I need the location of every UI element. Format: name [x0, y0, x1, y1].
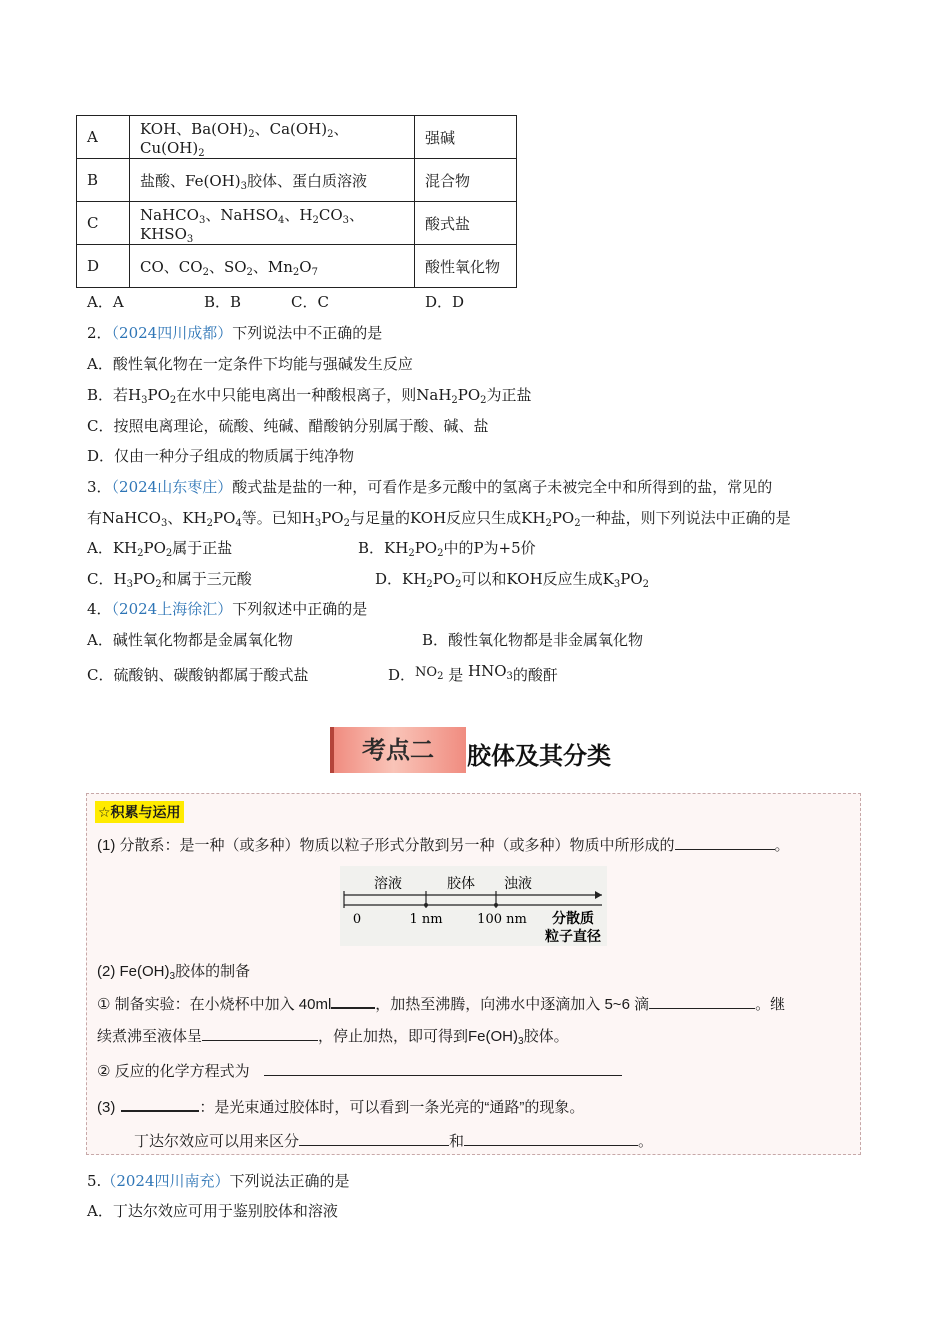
box-paragraph-2-title: (2) $Fe(OH)_3$胶体的制备: [97, 963, 251, 982]
row-label: D: [77, 245, 130, 288]
box-paragraph-2-line3: ② 反应的化学方程式为: [97, 1060, 622, 1081]
question-stem: 下列说法正确的是: [229, 1172, 350, 1190]
blank-distinguish-1[interactable]: [299, 1131, 449, 1146]
q2-option-c: C．按照电离理论，硫酸、纯碱、醋酸钠分别属于酸、碱、盐: [87, 417, 489, 435]
blank-equation[interactable]: [264, 1061, 622, 1076]
question-number: 5.: [87, 1172, 102, 1190]
q2-option-b: B．若$H_3PO_2$在水中只能电离出一种酸根离子，则$NaH_2PO_2$为正盐: [87, 386, 532, 406]
blank-tyndall[interactable]: [121, 1096, 199, 1112]
row-substances: CO、$CO_2$、$SO_2$、$Mn_2O_7$: [130, 245, 415, 288]
question-source: （2024上海徐汇）: [111, 600, 233, 618]
answer-d: D．D: [425, 293, 465, 311]
question-2: [87, 322, 382, 343]
section-title: 胶体及其分类: [467, 742, 611, 770]
axis-label-2: 粒子直径: [545, 929, 601, 945]
blank-reagent[interactable]: [649, 994, 755, 1009]
q3-option-d: D．$KH_2PO_2$可以和KOH反应生成$K_3PO_2$: [375, 570, 649, 590]
tick-0: 0: [352, 912, 362, 927]
question-source: （2024四川成都）: [111, 324, 233, 342]
q4-option-d: D．$NO_2$ 是 $HNO_3$的酸酐: [388, 662, 558, 684]
row-substances: NaHCO$_3$、NaHSO$_4$、$H_2CO_3$、$KHSO_3$: [130, 202, 415, 245]
row-substances: 盐酸、$Fe(OH)_3$胶体、蛋白质溶液: [130, 159, 415, 202]
question-4: [87, 598, 367, 619]
q2-option-a: A．酸性氧化物在一定条件下均能与强碱发生反应: [87, 355, 413, 373]
row-label: C: [77, 202, 130, 245]
row-class: 混合物: [415, 159, 517, 202]
q2-option-d: D．仅由一种分子组成的物质属于纯净物: [87, 447, 355, 465]
box-paragraph-3: (3) ：是光束通过胶体时，可以看到一条光亮的“通路”的现象。: [97, 1096, 584, 1117]
options-table: [76, 115, 517, 288]
section-number: 考点二: [362, 736, 434, 764]
question-stem: 下列说法中不正确的是: [232, 324, 383, 342]
box-paragraph-2-line1: ① 制备实验：在小烧杯中加入 40ml ，加热至沸腾，向沸水中逐滴加入 5~6 滴 。继: [97, 993, 785, 1014]
knowledge-badge: ☆积累与运用: [95, 801, 184, 823]
box-paragraph-1: (1) 分散系：是一种（或多种）物质以粒子形式分散到另一种（或多种）物质中所形成的 。: [97, 837, 790, 854]
axis-label-1: 分散质: [552, 911, 594, 927]
row-label: A: [77, 116, 130, 159]
question-source: （2024四川南充）: [101, 1172, 230, 1190]
q4-option-a: A．碱性氧化物都是金属氧化物: [87, 631, 293, 649]
box-paragraph-4: 丁达尔效应可以用来区分 和 。: [134, 1133, 654, 1150]
q3-option-c: C．$H_3PO_2$和属于三元酸: [87, 570, 252, 590]
answer-c: C．C: [291, 293, 329, 311]
q5-option-a: A．丁达尔效应可用于鉴别胶体和溶液: [87, 1202, 338, 1220]
row-class: 酸性氧化物: [415, 245, 517, 288]
question-number: 3．: [87, 478, 112, 496]
answer-a: A．A: [87, 293, 124, 311]
question-stem: 酸式盐是盐的一种，可看作是多元酸中的氢离子未被完全中和所得到的盐，常见的: [232, 478, 773, 496]
table-row: [77, 159, 517, 202]
blank-water[interactable]: [331, 993, 375, 1009]
dispersion-diagram: [340, 866, 607, 946]
q3-option-a: A．$KH_2PO_2$属于正盐: [87, 539, 233, 559]
question-3: [87, 476, 772, 497]
blank-dispersion-system[interactable]: [675, 835, 775, 850]
row-class: 酸式盐: [415, 202, 517, 245]
row-class: 强碱: [415, 116, 517, 159]
question-3-stem-2: 有NaHCO$_3$、$KH_2PO_4$等。已知$H_3PO_2$与足量的KOH反应只生成$KH_2PO_2$一种盐，则下列说法中正确的是: [87, 509, 791, 529]
table-row: [77, 202, 517, 245]
question-5: [87, 1170, 350, 1191]
q4-option-c: C．硫酸钠、碳酸钠都属于酸式盐: [87, 666, 309, 684]
table-row: [77, 116, 517, 159]
row-substances: KOH、$Ba(OH)_2$、$Ca(OH)_2$、$Cu(OH)_2$: [130, 116, 415, 159]
row-label: B: [77, 159, 130, 202]
label-suspension: 浊液: [504, 876, 532, 892]
question-number: 2．: [87, 324, 112, 342]
q4-option-b: B．酸性氧化物都是非金属氧化物: [422, 631, 644, 649]
blank-distinguish-2[interactable]: [464, 1131, 638, 1146]
question-number: 4．: [87, 600, 112, 618]
tick-1nm: 1 nm: [409, 912, 443, 927]
label-solution: 溶液: [374, 876, 402, 892]
label-colloid: 胶体: [447, 876, 475, 892]
tick-100nm: 100 nm: [477, 912, 527, 927]
answer-b: B．B: [204, 293, 242, 311]
table-row: [77, 245, 517, 288]
box-paragraph-2-line2: 续煮沸至液体呈 ，停止加热，即可得到$Fe(OH)_3$胶体。: [97, 1028, 569, 1047]
question-source: （2024山东枣庄）: [111, 478, 233, 496]
blank-color[interactable]: [202, 1026, 318, 1041]
question-stem: 下列叙述中正确的是: [232, 600, 368, 618]
q3-option-b: B．$KH_2PO_2$中的P为+5价: [358, 539, 536, 559]
